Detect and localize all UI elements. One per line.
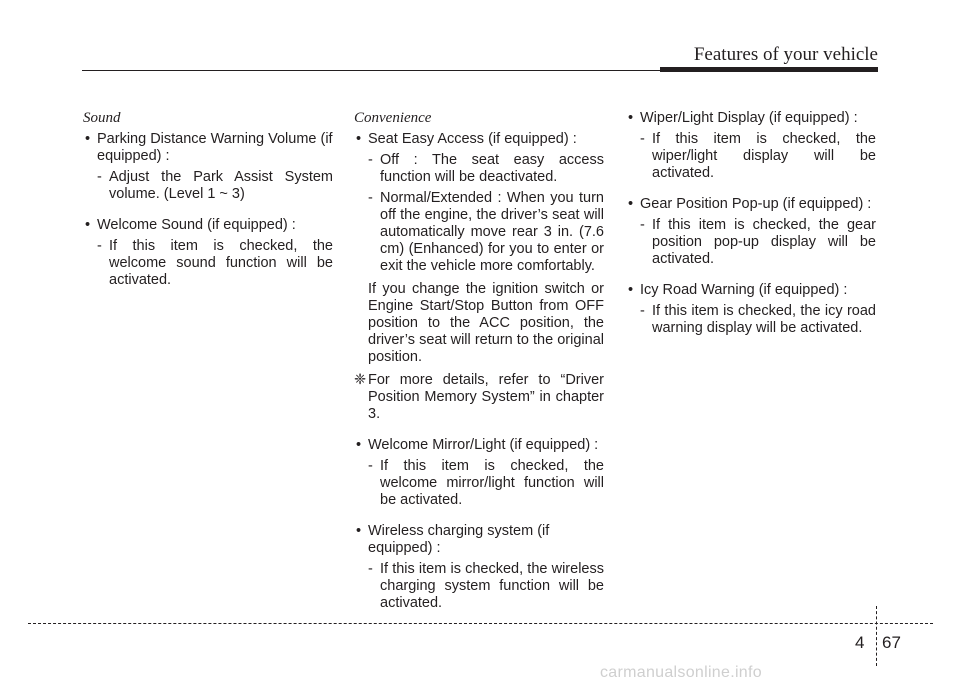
dash-marker: - xyxy=(640,303,645,319)
item-label: • Icy Road Warning (if equipped) : xyxy=(640,282,848,298)
dash-marker: - xyxy=(640,131,645,147)
footer-page-separator xyxy=(876,606,877,666)
list-item xyxy=(354,131,604,148)
list-item xyxy=(83,217,333,234)
sub-item xyxy=(626,131,876,182)
list-item xyxy=(83,131,333,165)
sub-item-text: If this item is checked, the icy road warning display will be activated. xyxy=(652,303,876,336)
sub-item-text: Normal/Extended : When you turn off the engine, the driver’s seat will automatically move rear 3 in. (7.6 cm) (Enhanced) for you to enter or exit the vehicle more comfortably. xyxy=(380,190,604,274)
paragraph: If you change the ignition switch or Engine Start/Stop Button from OFF position to the ACC position, the driver’s seat will return to the original position. xyxy=(368,281,604,365)
item-label: • Welcome Mirror/Light (if equipped) : xyxy=(368,437,599,453)
sub-item-text: If this item is checked, the wireless charging system function will be activated. xyxy=(380,561,604,611)
column-sound xyxy=(83,110,333,289)
note-mark-icon: ❈ xyxy=(354,372,367,388)
dash-marker: - xyxy=(97,238,102,254)
header-rule xyxy=(82,70,662,71)
item-label: • Wiper/Light Display (if equipped) : xyxy=(640,110,858,126)
column-convenience xyxy=(354,110,604,612)
list-item xyxy=(354,437,604,454)
sub-item-text: If this item is checked, the welcome sound function will be activated. xyxy=(109,238,333,288)
item-label: • Wireless charging system (if equipped) : xyxy=(368,523,550,556)
sub-item-text: Off : The seat easy access function will be deactivated. xyxy=(380,152,604,185)
sub-item xyxy=(354,561,604,612)
page-number: 67 xyxy=(882,633,901,652)
item-label: • Welcome Sound (if equipped) : xyxy=(97,217,296,233)
list-item xyxy=(626,196,876,213)
section-title-sound: Sound xyxy=(83,110,121,126)
item-label: • Seat Easy Access (if equipped) : xyxy=(368,131,577,147)
section-title-convenience: Convenience xyxy=(354,110,432,126)
dash-marker: - xyxy=(368,152,373,168)
chapter-number: 4 xyxy=(855,633,865,652)
sub-item xyxy=(83,169,333,203)
watermark: carmanualsonline.info xyxy=(600,664,762,681)
sub-item-text: If this item is checked, the welcome mirror/light function will be activated. xyxy=(380,458,604,508)
item-label: • Parking Distance Warning Volume (if equipped) : xyxy=(97,131,333,164)
sub-item xyxy=(354,152,604,186)
dash-marker: - xyxy=(97,169,102,185)
sub-item-text: If this item is checked, the wiper/light display will be activated. xyxy=(652,131,876,181)
sub-item xyxy=(354,458,604,509)
list-item xyxy=(354,523,604,557)
dash-marker: - xyxy=(640,217,645,233)
sub-item xyxy=(83,238,333,289)
sub-item xyxy=(626,217,876,268)
header-rule-thick xyxy=(660,67,878,72)
sub-item xyxy=(354,190,604,275)
dash-marker: - xyxy=(368,458,373,474)
footer-divider xyxy=(28,623,933,624)
note-text: For more details, refer to “Driver Position Memory System” in chapter 3. xyxy=(368,372,604,422)
dash-marker: - xyxy=(368,561,373,577)
sub-item-text: Adjust the Park Assist System volume. (Level 1 ~ 3) xyxy=(109,169,333,202)
dash-marker: - xyxy=(368,190,373,206)
item-label: • Gear Position Pop-up (if equipped) : xyxy=(640,196,872,212)
column-display xyxy=(626,110,876,337)
sub-item-text: If this item is checked, the gear position pop-up display will be activated. xyxy=(652,217,876,267)
page-header-title: Features of your vehicle xyxy=(693,44,878,65)
list-item xyxy=(626,110,876,127)
list-item xyxy=(626,282,876,299)
sub-item xyxy=(626,303,876,337)
note xyxy=(354,372,604,423)
